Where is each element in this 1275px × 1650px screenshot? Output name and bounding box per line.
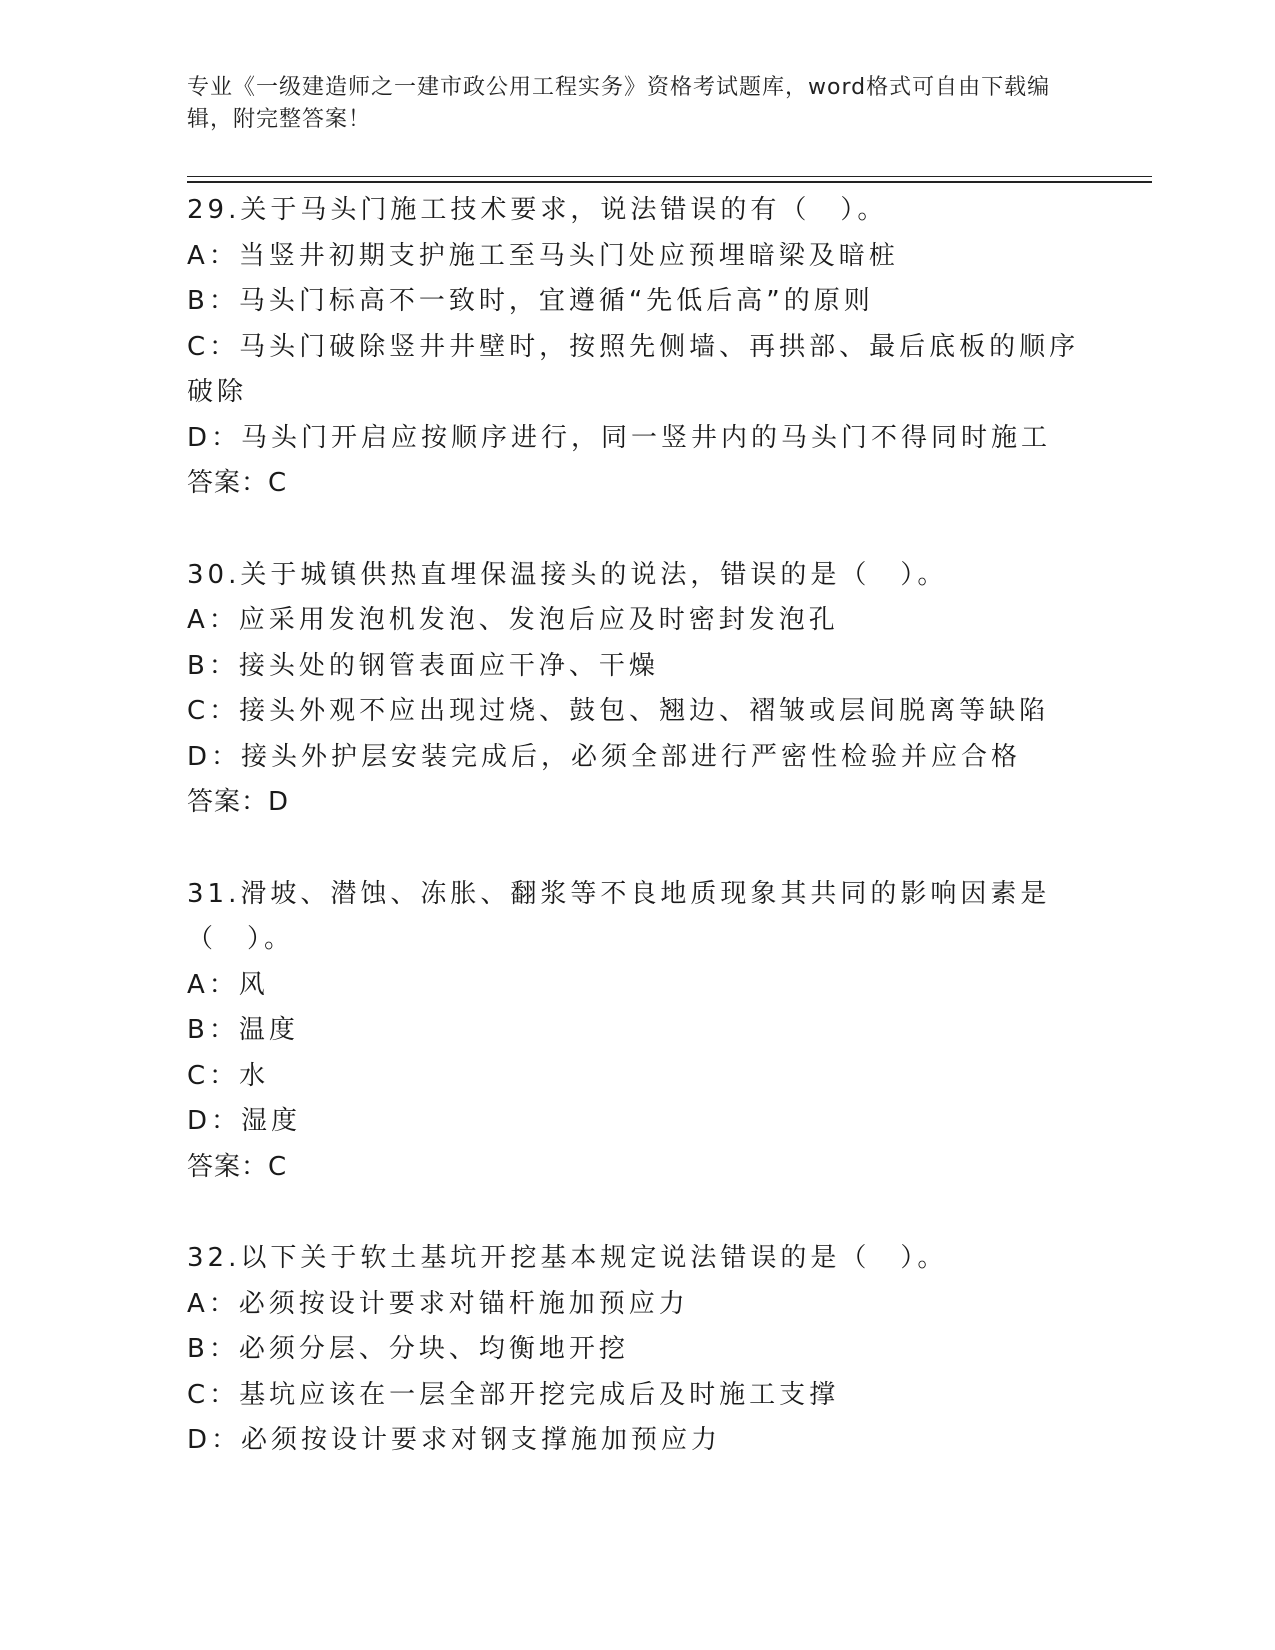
- question-31: [187, 872, 1087, 1191]
- option-d: D：湿度: [187, 1106, 302, 1136]
- header-rule-thick: [187, 181, 1152, 183]
- option-c: C：基坑应该在一层全部开挖完成后及时施工支撑: [187, 1379, 840, 1410]
- option-a: A：必须按设计要求对锚杆施加预应力: [187, 1288, 689, 1319]
- answer-label: 答案：C: [187, 468, 288, 498]
- option-c: C：接头外观不应出现过烧、鼓包、翘边、褶皱或层间脱离等缺陷: [187, 696, 1050, 726]
- option-c: C：马头门破除竖井井壁时，按照先侧墙、再拱部、最后底板的顺序破除: [187, 331, 1080, 407]
- question-30: [187, 553, 1087, 826]
- question-stem: 29.关于马头门施工技术要求，说法错误的有（ ）。: [187, 195, 888, 225]
- option-b: B：必须分层、分块、均衡地开挖: [187, 1334, 629, 1364]
- answer-label: 答案：D: [187, 787, 290, 817]
- option-d: D：马头门开启应按顺序进行，同一竖井内的马头门不得同时施工: [187, 422, 1052, 453]
- option-b: B：接头处的钢管表面应干净、干燥: [187, 650, 659, 681]
- question-stem: 31.滑坡、潜蚀、冻胀、翻浆等不良地质现象其共同的影响因素是（ ）。: [187, 878, 1051, 954]
- question-32: [187, 1236, 1087, 1464]
- option-a: A：风: [187, 969, 269, 1000]
- option-b: B：温度: [187, 1015, 299, 1045]
- answer-label: 答案：C: [187, 1151, 288, 1182]
- option-c: C：水: [187, 1060, 270, 1091]
- header-rule-thin: [187, 176, 1152, 177]
- question-stem: 32.以下关于软土基坑开挖基本规定说法错误的是（ ）。: [187, 1243, 948, 1273]
- option-a: A：当竖井初期支护施工至马头门处应预埋暗梁及暗桩: [187, 240, 899, 271]
- option-d: D：必须按设计要求对钢支撑施加预应力: [187, 1425, 722, 1455]
- document-header: 专业《一级建造师之一建市政公用工程实务》资格考试题库，word格式可自由下载编辑，附完整答案！: [187, 75, 1051, 132]
- question-stem: 30.关于城镇供热直埋保温接头的说法，错误的是（ ）。: [187, 559, 948, 590]
- question-29: [187, 188, 1087, 507]
- option-a: A：应采用发泡机发泡、发泡后应及时密封发泡孔: [187, 605, 839, 635]
- option-b: B：马头门标高不一致时，宜遵循“先低后高”的原则: [187, 286, 874, 316]
- option-d: D：接头外护层安装完成后，必须全部进行严密性检验并应合格: [187, 741, 1022, 772]
- question-list: [187, 188, 1087, 1464]
